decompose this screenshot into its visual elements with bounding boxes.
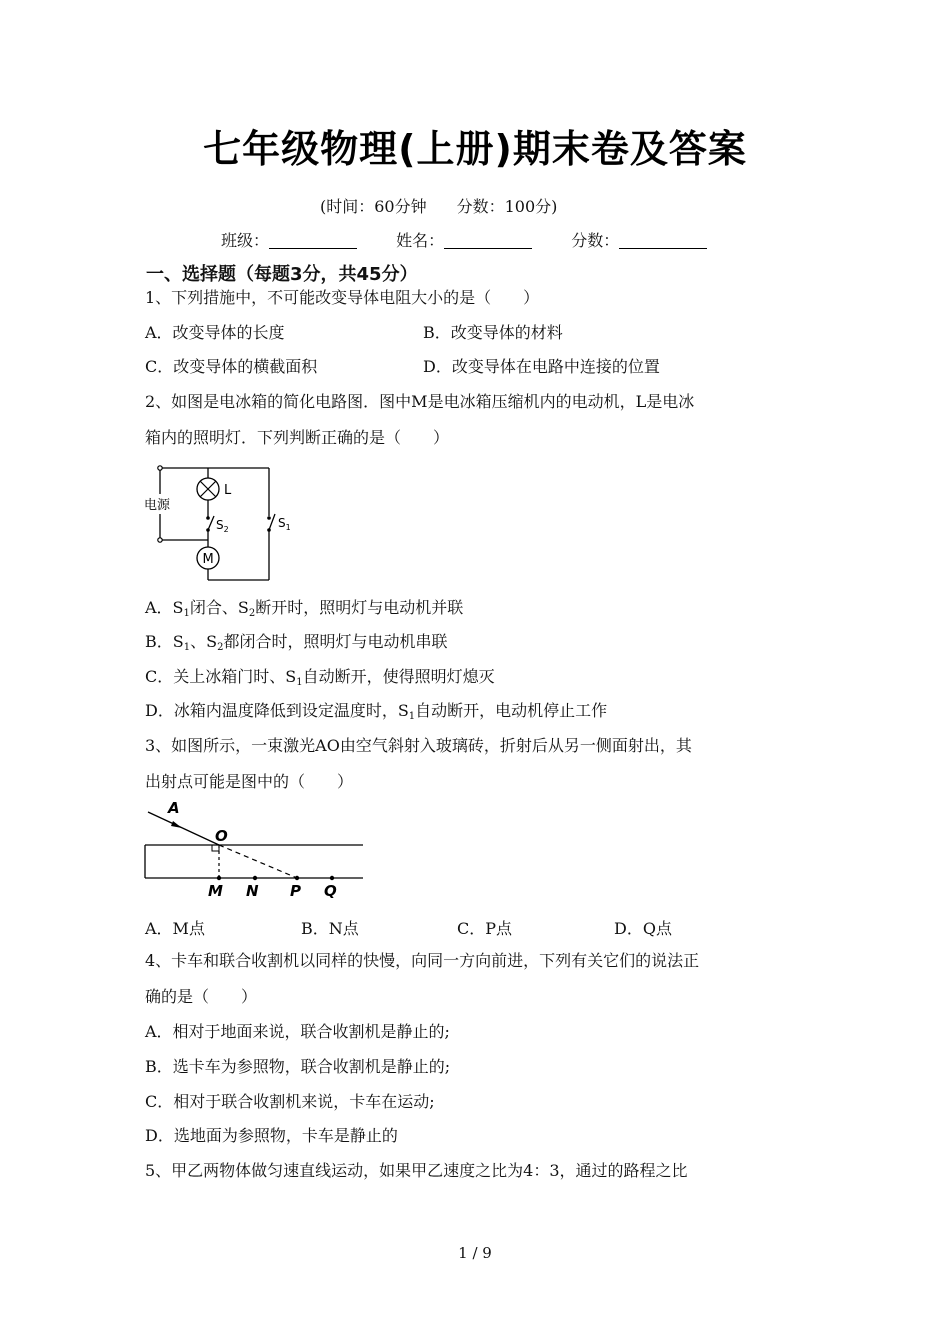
switch-s2-symbol (206, 516, 214, 532)
exam-meta (320, 194, 557, 217)
point-n-label: N (246, 882, 259, 900)
q2-option-c: C．关上冰箱门时、$S_1$自动断开，使得照明灯熄灭 (145, 667, 495, 688)
switch-s1-label: $S_1$ (278, 516, 291, 532)
dashed-extension (219, 845, 297, 878)
incident-ray (148, 812, 219, 845)
point-a-label: A (168, 800, 180, 817)
student-info-row (221, 228, 741, 251)
q4-option-d: D．选地面为参照物，卡车是静止的 (145, 1126, 398, 1145)
q3-option-b: B．N点 (301, 919, 359, 938)
exam-total-score: 分数：100分) (456, 197, 558, 216)
name-blank[interactable] (444, 232, 532, 249)
q1-stem: 1、下列措施中，不可能改变导体电阻大小的是（ ） (145, 288, 540, 307)
q3-stem-line1: 3、如图所示，一束激光AO由空气斜射入玻璃砖，折射后从另一侧面射出，其 (145, 736, 692, 755)
point-m-label: M (208, 882, 223, 900)
q4-option-a: A．相对于地面来说，联合收割机是静止的; (145, 1022, 450, 1041)
right-angle-marker (212, 845, 219, 851)
name-label: 姓名： (396, 231, 445, 250)
exam-time: (时间：60分钟 (320, 197, 427, 216)
q1-option-c: C．改变导体的横截面积 (145, 357, 318, 376)
q4-option-b: B．选卡车为参照物，联合收割机是静止的; (145, 1057, 451, 1076)
ray-arrow-icon (171, 821, 182, 828)
q2-option-a: A．$S_1$闭合、$S_2$断开时，照明灯与电动机并联 (145, 598, 464, 619)
class-blank[interactable] (269, 232, 357, 249)
section-heading-choice: 一、选择题（每题3分，共45分） (146, 264, 418, 285)
q2-option-d: D．冰箱内温度降低到设定温度时，$S_1$自动断开，电动机停止工作 (145, 701, 608, 722)
q2-stem-line2: 箱内的照明灯．下列判断正确的是（ ） (145, 428, 450, 447)
score-blank[interactable] (619, 232, 707, 249)
q2-option-b: B．$S_1$、$S_2$都闭合时，照明灯与电动机串联 (145, 632, 448, 653)
q5-stem-line1: 5、甲乙两物体做匀速直线运动，如果甲乙速度之比为4：3，通过的路程之比 (145, 1161, 688, 1180)
q3-option-d: D．Q点 (614, 919, 672, 938)
q4-stem-line1: 4、卡车和联合收割机以同样的快慢，向同一方向前进，下列有关它们的说法正 (145, 951, 700, 970)
motor-label: M (202, 552, 214, 567)
q4-option-c: C．相对于联合收割机来说，卡车在运动; (145, 1092, 435, 1111)
point-q-label: Q (324, 882, 337, 900)
page-number: 1 / 9 (458, 1244, 492, 1262)
q3-option-a: A．M点 (145, 919, 205, 938)
q1-option-b: B．改变导体的材料 (423, 323, 563, 342)
circuit-diagram (140, 458, 300, 588)
q1-option-d: D．改变导体在电路中连接的位置 (423, 357, 660, 376)
q1-option-a: A．改变导体的长度 (145, 323, 285, 342)
class-label: 班级： (221, 231, 270, 250)
point-p-label: P (290, 882, 301, 900)
power-source-label: 电源 (144, 498, 171, 513)
lamp-label: L (224, 483, 232, 498)
q2-stem-line1: 2、如图是电冰箱的简化电路图．图中M是电冰箱压缩机内的电动机，L是电冰 (145, 392, 695, 411)
switch-s2-label: $S_2$ (216, 518, 229, 534)
score-label: 分数： (571, 231, 620, 250)
point-o-label: O (215, 827, 228, 845)
refraction-diagram (140, 800, 370, 900)
q3-stem-line2: 出射点可能是图中的（ ） (145, 772, 354, 791)
switch-s1-symbol (267, 514, 275, 532)
page-title: 七年级物理(上册)期末卷及答案 (203, 127, 747, 171)
lamp-symbol (197, 478, 219, 500)
q3-option-c: C．P点 (457, 919, 513, 938)
q4-stem-line2: 确的是（ ） (145, 987, 258, 1006)
glass-slab (145, 845, 363, 878)
